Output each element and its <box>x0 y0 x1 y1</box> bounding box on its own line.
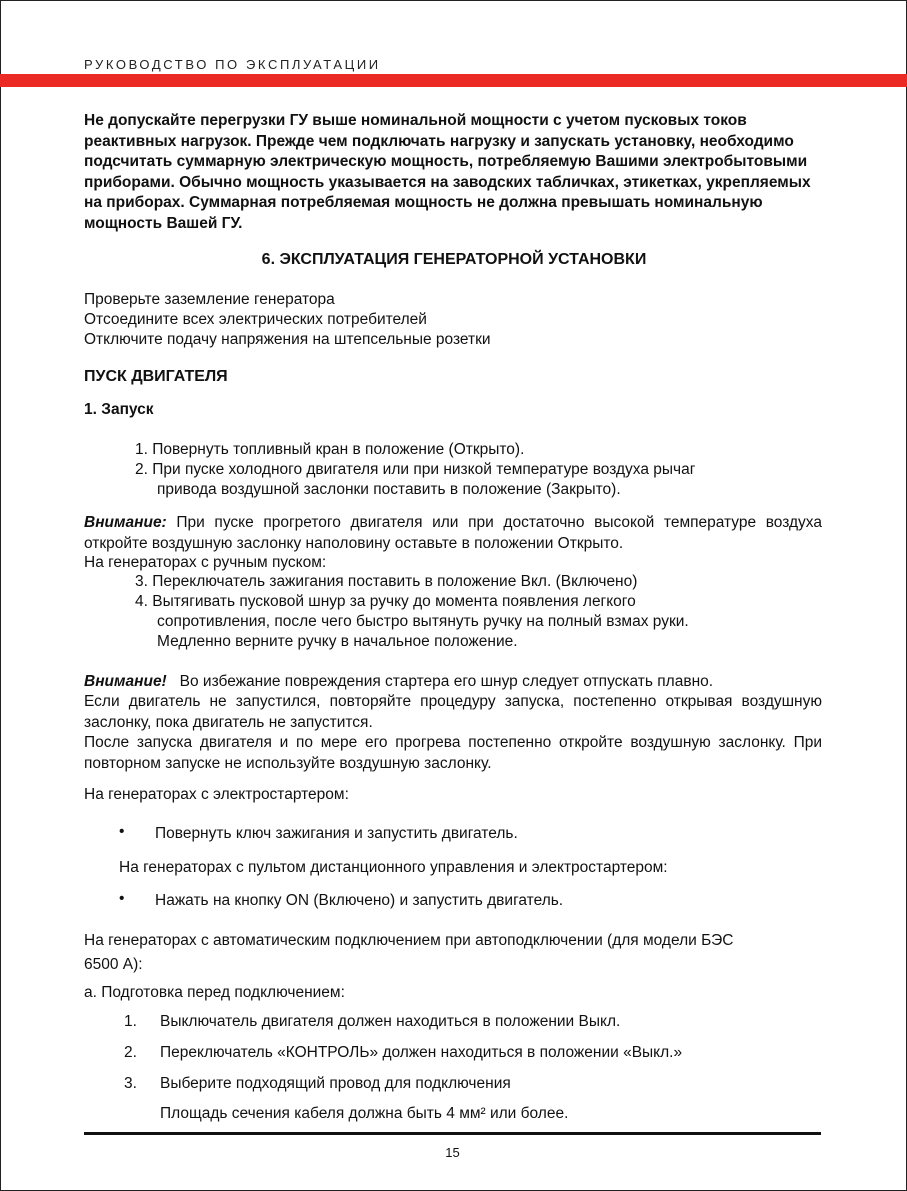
manual-start-intro: На генераторах с ручным пуском: <box>84 554 327 571</box>
bullet-marker: • <box>119 823 125 840</box>
prep-step-text: Переключатель «КОНТРОЛЬ» должен находиться в положении «Выкл.» <box>160 1044 683 1061</box>
warning-paragraph: Не допускайте перегрузки ГУ выше номинальной мощности с учетом пусковых токов реактивных нагрузок. Прежде чем подключать нагрузку и запускать установку, необходимо подсчитать суммарную электрическую мощность, потребляемую Вашими электробытовыми приборами. Обычно мощность указывается на заводских табличках, этикетках, укрепляемых на приборах. Суммарная потребляемая мощность не должна превышать номинальную мощность Вашей ГУ. <box>84 112 811 232</box>
checklist-item: Отключите подачу напряжения на штепсельные розетки <box>84 331 491 348</box>
remote-bullet-text: Нажать на кнопку ON (Включено) и запустить двигатель. <box>155 892 564 909</box>
step-item: Медленно верните ручку в начальное положение. <box>157 633 518 650</box>
engine-start-heading: ПУСК ДВИГАТЕЛЯ <box>84 368 228 385</box>
checklist-item: Проверьте заземление генератора <box>84 291 335 308</box>
auto-intro-line1: На генераторах с автоматическим подключением при автоподключении (для модели БЭС <box>84 932 734 949</box>
electric-start-intro: На генераторах с электростартером: <box>84 786 349 803</box>
page-number: 15 <box>445 1145 460 1160</box>
step-item: 3. Переключатель зажигания поставить в положение Вкл. (Включено) <box>135 573 638 590</box>
remote-intro: На генераторах с пультом дистанционного управления и электростартером: <box>119 859 668 876</box>
header-title: РУКОВОДСТВО ПО ЭКСПЛУАТАЦИИ <box>84 57 381 72</box>
prep-heading: а. Подготовка перед подключением: <box>84 984 345 1001</box>
checklist-item: Отсоедините всех электрических потребителей <box>84 311 427 328</box>
attention-paragraph-1 <box>84 513 822 554</box>
attention-label: Внимание! <box>84 673 167 690</box>
restart-paragraph: Если двигатель не запустился, повторяйте процедуру запуска, постепенно открывая воздушную заслонку, пока двигатель не запустится. <box>84 693 822 731</box>
step-item: 1. Повернуть топливный кран в положение (Открыто). <box>135 441 525 458</box>
attention-paragraph-2 <box>84 672 822 693</box>
footer-divider <box>84 1132 821 1135</box>
auto-intro-line2: 6500 А): <box>84 956 143 973</box>
prep-step-text: Выключатель двигателя должен находиться в положении Выкл. <box>160 1013 621 1030</box>
cable-note: Площадь сечения кабеля должна быть 4 мм² или более. <box>160 1105 569 1122</box>
attention-label: Внимание: <box>84 514 167 531</box>
header-accent-bar <box>0 74 907 87</box>
start-subheading: 1. Запуск <box>84 401 154 418</box>
after-start-paragraph: После запуска двигателя и по мере его прогрева постепенно откройте воздушную заслонку. При повторном запуске не используйте воздушную заслонку. <box>84 734 822 772</box>
electric-bullet-text: Повернуть ключ зажигания и запустить двигатель. <box>155 825 518 842</box>
step-item: 2. При пуске холодного двигателя или при низкой температуре воздуха рычаг <box>135 461 696 478</box>
prep-step-number: 2. <box>124 1044 137 1061</box>
prep-step-number: 3. <box>124 1075 137 1092</box>
step-item: привода воздушной заслонки поставить в положение (Закрыто). <box>157 481 621 498</box>
prep-step-text: Выберите подходящий провод для подключения <box>160 1075 511 1092</box>
prep-step-number: 1. <box>124 1013 137 1030</box>
attention-text: Во избежание повреждения стартера его шнур следует отпускать плавно. <box>179 673 714 690</box>
bullet-marker: • <box>119 890 125 907</box>
section-title: 6. ЭКСПЛУАТАЦИЯ ГЕНЕРАТОРНОЙ УСТАНОВКИ <box>261 251 647 268</box>
step-item: 4. Вытягивать пусковой шнур за ручку до момента появления легкого <box>135 593 636 610</box>
attention-text: При пуске прогретого двигателя или при достаточно высокой температуре воздуха откройте воздушную заслонку наполовину оставьте в положении Открыто. <box>84 514 822 552</box>
step-item: сопротивления, после чего быстро вытянуть ручку на полный взмах руки. <box>157 613 689 630</box>
